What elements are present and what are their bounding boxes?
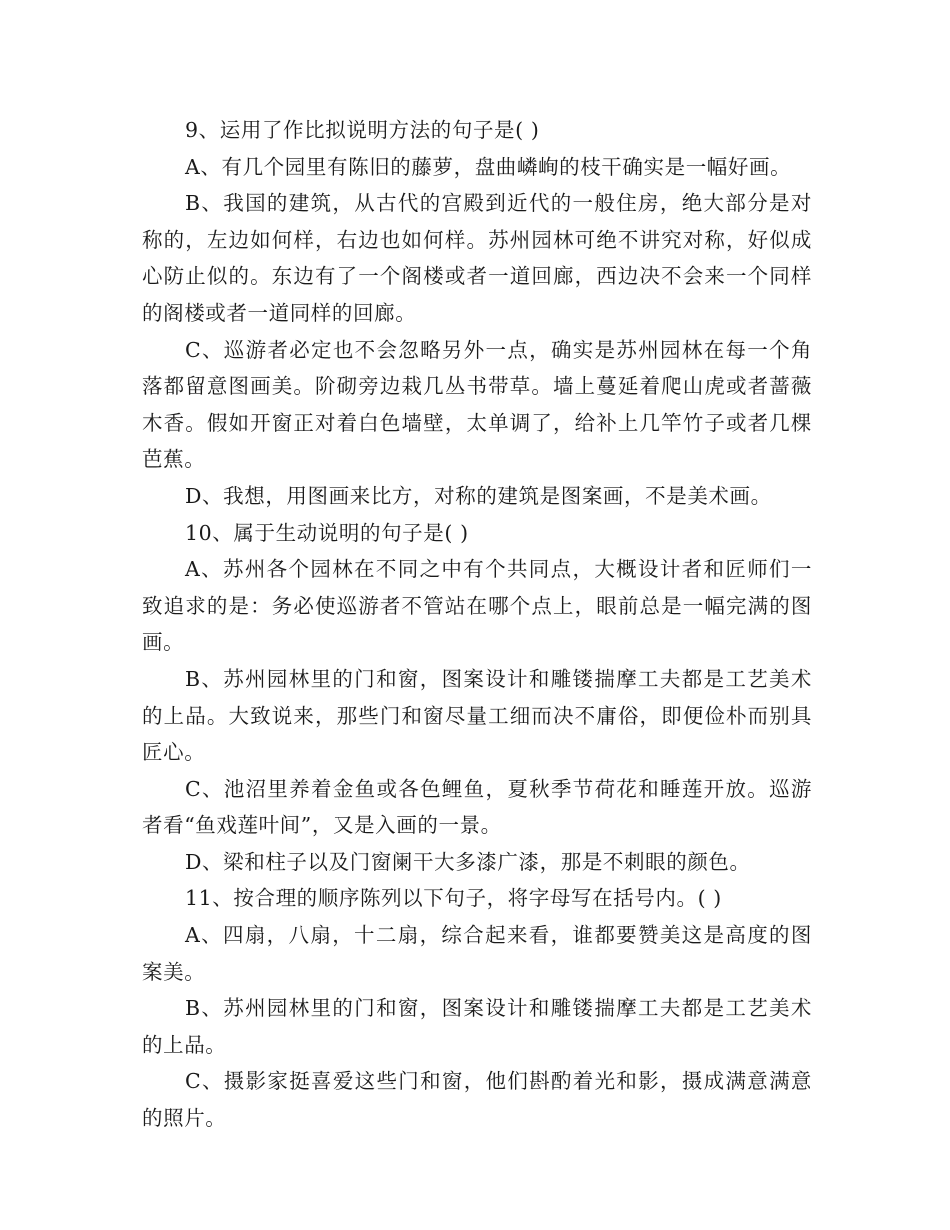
question-10-option-d: D、梁和柱子以及门窗阑干大多漆广漆，那是不刺眼的颜色。: [185, 849, 751, 874]
question-10-option-a: A、苏州各个园林在不同之中有个共同点，大概设计者和匠师们一致追求的是：务必使巡游者不管站在哪个点上，眼前总是一幅完满的图画。: [142, 557, 812, 655]
question-9-option-c: C、巡游者必定也不会忽略另外一点，确实是苏州园林在每一个角落都留意图画美。阶砌旁边栽几丛书带草。墙上蔓延着爬山虎或者蔷薇木香。假如开窗正对着白色墙壁，太单调了，给补上几竿竹子或者几棵芭蕉。: [142, 337, 812, 472]
question-9-stem: 9、运用了作比拟说明方法的句子是( ): [185, 118, 540, 142]
question-9-option-b: B、我国的建筑，从古代的宫殿到近代的一般住房，绝大部分是对称的，左边如何样，右边也如何样。苏州园林可绝不讲究对称，好似成心防止似的。东边有了一个阁楼或者一道回廊，西边决不会来一个同样的阁楼或者一道同样的回廊。: [142, 191, 812, 325]
question-11-sentence-b: B、苏州园林里的门和窗，图案设计和雕镂揣摩工夫都是工艺美术的上品。: [142, 996, 812, 1057]
question-11-sentence-c: C、摄影家挺喜爱这些门和窗，他们斟酌着光和影，摄成满意满意的照片。: [142, 1069, 812, 1131]
question-9-option-a: A、有几个园里有陈旧的藤萝，盘曲嶙峋的枝干确实是一幅好画。: [185, 154, 792, 179]
question-10-option-b: B、苏州园林里的门和窗，图案设计和雕镂揣摩工夫都是工艺美术的上品。大致说来，那些门和窗尽量工细而决不庸俗，即便俭朴而别具匠心。: [142, 666, 812, 765]
question-9-option-d: D、我想，用图画来比方，对称的建筑是图案画，不是美术画。: [185, 483, 772, 508]
question-11-sentence-a: A、四扇，八扇，十二扇，综合起来看，谁都要赞美这是高度的图案美。: [142, 923, 812, 984]
question-10-option-c: C、池沼里养着金鱼或各色鲤鱼，夏秋季节荷花和睡莲开放。巡游者看“鱼戏莲叶间”，又是入画的一景。: [142, 776, 812, 838]
question-11-stem: 11、按合理的顺序陈列以下句子，将字母写在括号内。( ): [185, 886, 722, 911]
document-body: [142, 112, 812, 1137]
question-10-stem: 10、属于生动说明的句子是( ): [185, 520, 469, 545]
